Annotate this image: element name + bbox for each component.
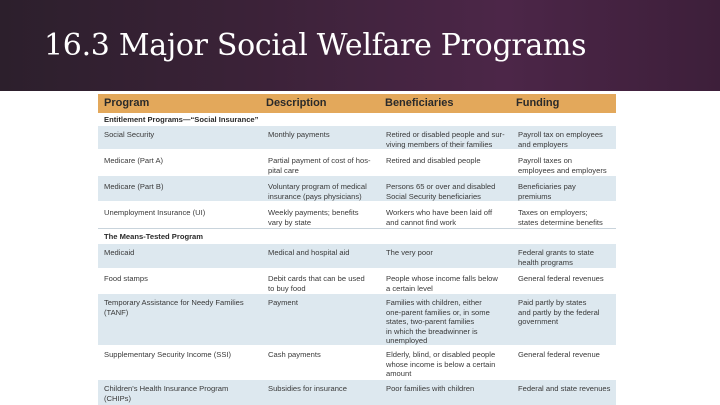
cell-description: Medical and hospital aid [268, 248, 350, 257]
cell-description: Payment [268, 298, 298, 307]
cell-program: Temporary Assistance for Needy Families (TANF) [104, 298, 244, 317]
table-row [98, 346, 616, 379]
cell-funding: Payroll taxes on employees and employers [518, 156, 607, 175]
title-banner [0, 0, 720, 91]
cell-funding: Payroll tax on employees and employers [518, 130, 603, 149]
section-label: The Means-Tested Program [104, 232, 204, 241]
cell-description: Weekly payments; benefits vary by state [268, 208, 359, 227]
cell-program: Medicare (Part B) [104, 182, 164, 191]
header-program: Program [104, 97, 150, 109]
cell-funding: Federal and state revenues [518, 384, 611, 393]
divider [98, 228, 616, 229]
cell-beneficiaries: Poor families with children [386, 384, 475, 393]
cell-description: Subsidies for insurance [268, 384, 347, 393]
table-row [98, 380, 616, 405]
table-row [98, 294, 616, 345]
cell-description: Cash payments [268, 350, 321, 359]
cell-beneficiaries: Elderly, blind, or disabled people whose income is below a certain amount [386, 350, 496, 379]
cell-funding: Beneficiaries pay premiums [518, 182, 576, 201]
table-row [98, 269, 616, 293]
cell-program: Unemployment Insurance (UI) [104, 208, 206, 217]
table-row [98, 202, 616, 228]
cell-description: Partial payment of cost of hos- pital care [268, 156, 371, 175]
cell-funding: Federal grants to state health programs [518, 248, 594, 267]
cell-program: Medicare (Part A) [104, 156, 164, 165]
cell-beneficiaries: People whose income falls below a certain level [386, 274, 498, 293]
cell-funding: Paid partly by states and partly by the federal government [518, 298, 600, 327]
cell-beneficiaries: Families with children, either one-parent families or, in some states, two-parent families in which the breadwinner is unemployed [386, 298, 490, 346]
cell-funding: General federal revenue [518, 350, 600, 359]
cell-program: Food stamps [104, 274, 148, 283]
welfare-programs-table [98, 94, 616, 405]
cell-program: Social Security [104, 130, 155, 139]
table-row [98, 150, 616, 175]
table-row [98, 176, 616, 201]
cell-beneficiaries: Persons 65 or over and disabled Social Security beneficiaries [386, 182, 496, 201]
cell-funding: Taxes on employers; states determine benefits [518, 208, 603, 227]
section-means-tested [98, 230, 616, 243]
cell-beneficiaries: Retired and disabled people [386, 156, 481, 165]
header-description: Description [266, 97, 327, 109]
cell-description: Voluntary program of medical insurance (pays physicians) [268, 182, 367, 201]
table-row [98, 126, 616, 149]
slide-title: 16.3 Major Social Welfare Programs [44, 28, 587, 63]
section-entitlement [98, 113, 616, 126]
cell-beneficiaries: Retired or disabled people and sur- viving members of their families [386, 130, 505, 149]
cell-beneficiaries: Workers who have been laid off and cannot find work [386, 208, 493, 227]
cell-program: Children's Health Insurance Program (CHIPs) [104, 384, 229, 403]
header-funding: Funding [516, 97, 560, 109]
cell-description: Debit cards that can be used to buy food [268, 274, 365, 293]
cell-program: Medicaid [104, 248, 135, 257]
table-row [98, 244, 616, 268]
cell-funding: General federal revenues [518, 274, 604, 283]
table-header-row [98, 94, 616, 113]
cell-description: Monthly payments [268, 130, 330, 139]
header-beneficiaries: Beneficiaries [385, 97, 454, 109]
cell-program: Supplementary Security Income (SSI) [104, 350, 232, 359]
cell-beneficiaries: The very poor [386, 248, 433, 257]
section-label: Entitlement Programs—“Social Insurance” [104, 115, 259, 124]
